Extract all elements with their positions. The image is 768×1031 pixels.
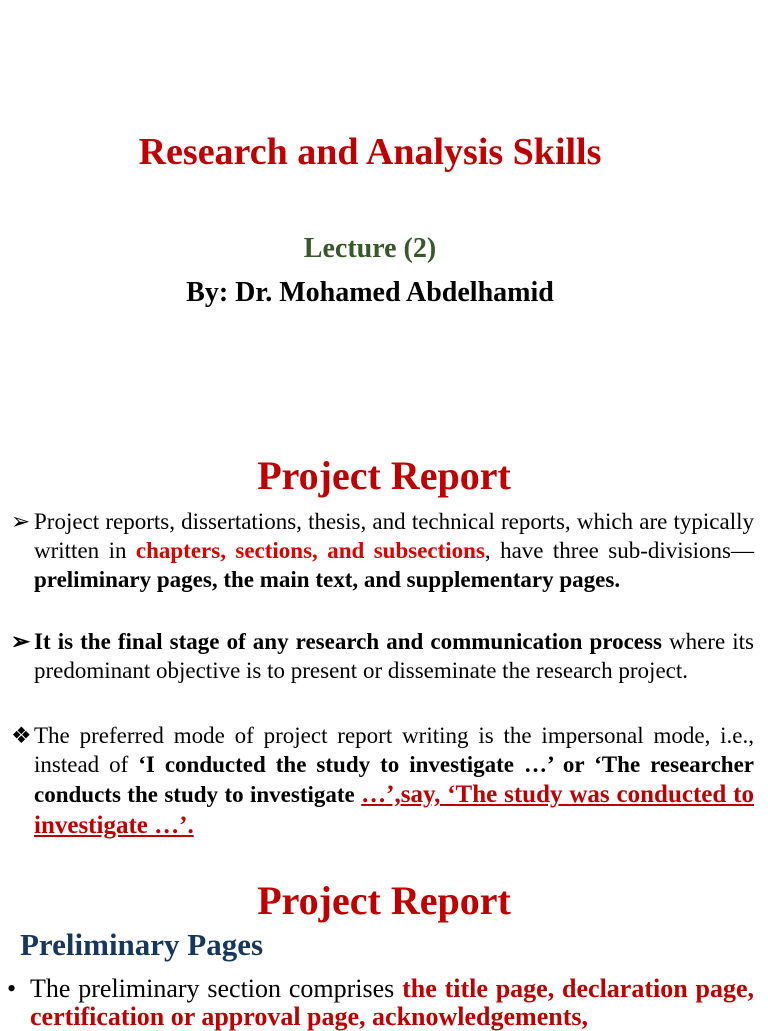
- lecture-number: Lecture (2): [303, 233, 437, 264]
- presentation-title: Research and Analysis Skills: [138, 131, 602, 173]
- subheading-preliminary-pages: Preliminary Pages: [20, 927, 264, 962]
- highlight-subdivisions: preliminary pages, the main text, and supplementary pages.: [34, 567, 621, 592]
- highlight-preliminary-items: the title page, declaration page, certification or approval page, acknowledgements,: [30, 974, 755, 1031]
- paragraph-subdivisions: ➢ Project reports, dissertations, thesis, and technical reports, which are typically written in chapters, sections, and subsections, have three sub-divisions—preliminary pages, the main text, and supplementary pages.: [11, 509, 754, 592]
- paragraph-final-stage: ➢ It is the final stage of any research and communication process where its predominant objective is to present or disseminate the research project.: [11, 629, 754, 683]
- highlight-final-stage: It is the final stage of any research and communication process: [34, 629, 662, 654]
- paragraph-preliminary-section: • The preliminary section comprises the title page, declaration page, certification or approval page, acknowledgements,: [7, 974, 755, 1031]
- slide-title: Project Report: [257, 453, 511, 498]
- arrow-bullet-icon: ➢: [11, 629, 31, 654]
- example-quotes: ‘I conducted the study to investigate …’ or ‘The researcher conducts the study to investigate: [34, 752, 754, 807]
- highlight-impersonal-example: …’,say, ‘The study was conducted to investigate …’.: [34, 781, 755, 839]
- slide-title: Project Report: [257, 878, 511, 923]
- title-slide: [0, 0, 768, 420]
- paragraph-impersonal-mode: ❖ The preferred mode of project report writing is the impersonal mode, i.e., instead of ‘I conducted the study to investigate …’ or ‘The researcher conducts the study to investigate …’,say, ‘The study was conducted to investigate …’.: [11, 723, 755, 839]
- arrow-bullet-icon: ➢: [11, 509, 31, 534]
- project-report-slide: [0, 420, 768, 850]
- author-line: By: Dr. Mohamed Abdelhamid: [186, 277, 554, 308]
- preliminary-pages-slide: [0, 850, 768, 1031]
- dot-bullet-icon: •: [7, 974, 17, 1003]
- highlight-chapters: chapters, sections, and subsections: [135, 538, 485, 563]
- diamond-bullet-icon: ❖: [11, 723, 32, 748]
